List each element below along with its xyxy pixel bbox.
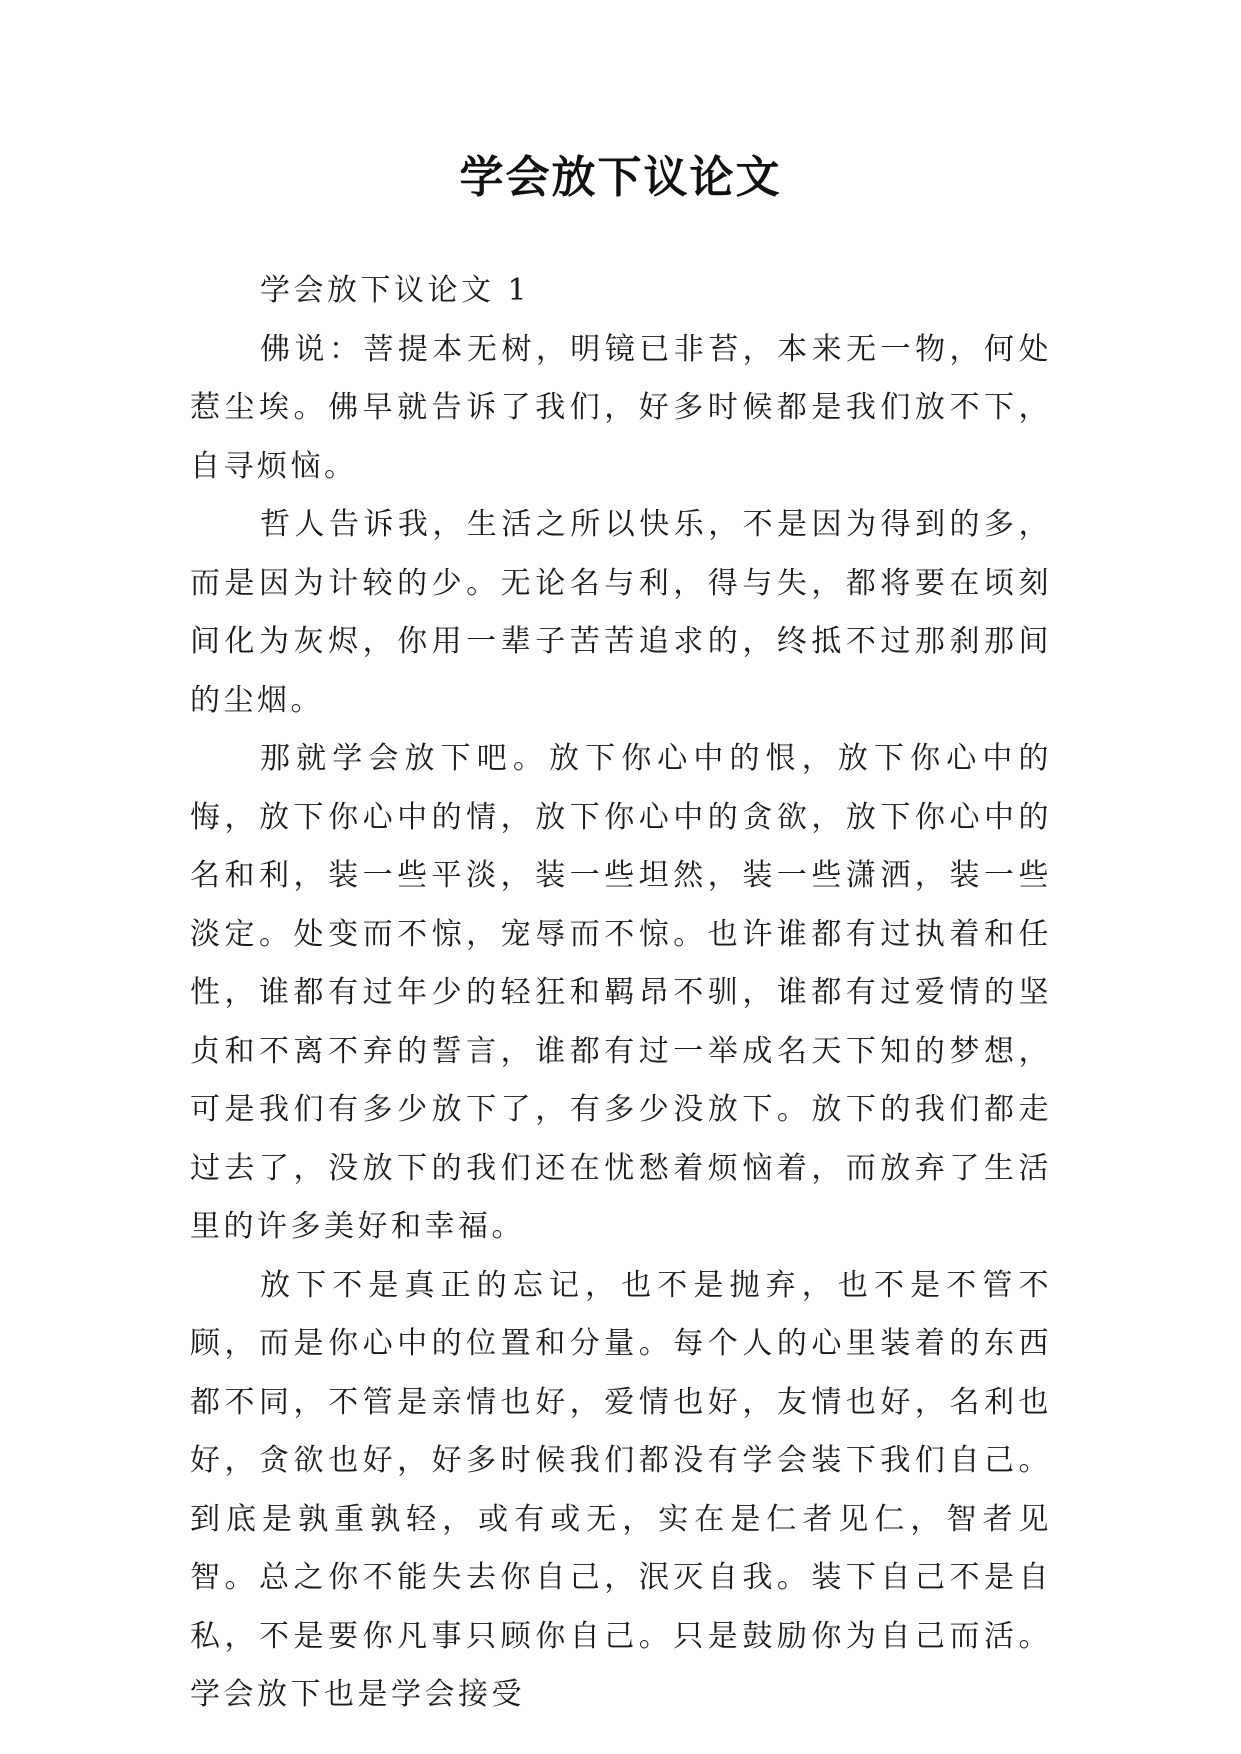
section-heading: 学会放下议论文 1 <box>260 273 531 308</box>
document-body <box>190 262 1052 1725</box>
paragraph: 哲人告诉我，生活之所以快乐，不是因为得到的多，而是因为计较的少。无论名与利，得与失，都将要在顷刻间化为灰烬，你用一辈子苦苦追求的，终抵不过那刹那间的尘烟。 <box>190 507 1052 718</box>
document-title: 学会放下议论文 <box>459 152 782 203</box>
paragraph: 佛说：菩提本无树，明镜已非苔，本来无一物，何处惹尘埃。佛早就告诉了我们，好多时候都是我们放不下，自寻烦恼。 <box>190 331 1052 484</box>
paragraph: 放下不是真正的忘记，也不是抛弃，也不是不管不顾，而是你心中的位置和分量。每个人的心里装着的东西都不同，不管是亲情也好，爱情也好，友情也好，名利也好，贪欲也好，好多时候我们都没有学会装下我们自己。到底是孰重孰轻，或有或无，实在是仁者见仁，智者见智。总之你不能失去你自己，泯灭自我。装下自己不是自私，不是要你凡事只顾你自己。只是鼓励你为自己而活。学会放下也是学会接受 <box>190 1267 1052 1712</box>
paragraph: 那就学会放下吧。放下你心中的恨，放下你心中的悔，放下你心中的情，放下你心中的贪欲，放下你心中的名和利，装一些平淡，装一些坦然，装一些潇洒，装一些淡定。处变而不惊，宠辱而不惊。也许谁都有过执着和任性，谁都有过年少的轻狂和羁昂不驯，谁都有过爱情的坚贞和不离不弃的誓言，谁都有过一举成名天下知的梦想，可是我们有多少放下了，有多少没放下。放下的我们都走过去了，没放下的我们还在忧愁着烦恼着，而放弃了生活里的许多美好和幸福。 <box>190 741 1052 1244</box>
